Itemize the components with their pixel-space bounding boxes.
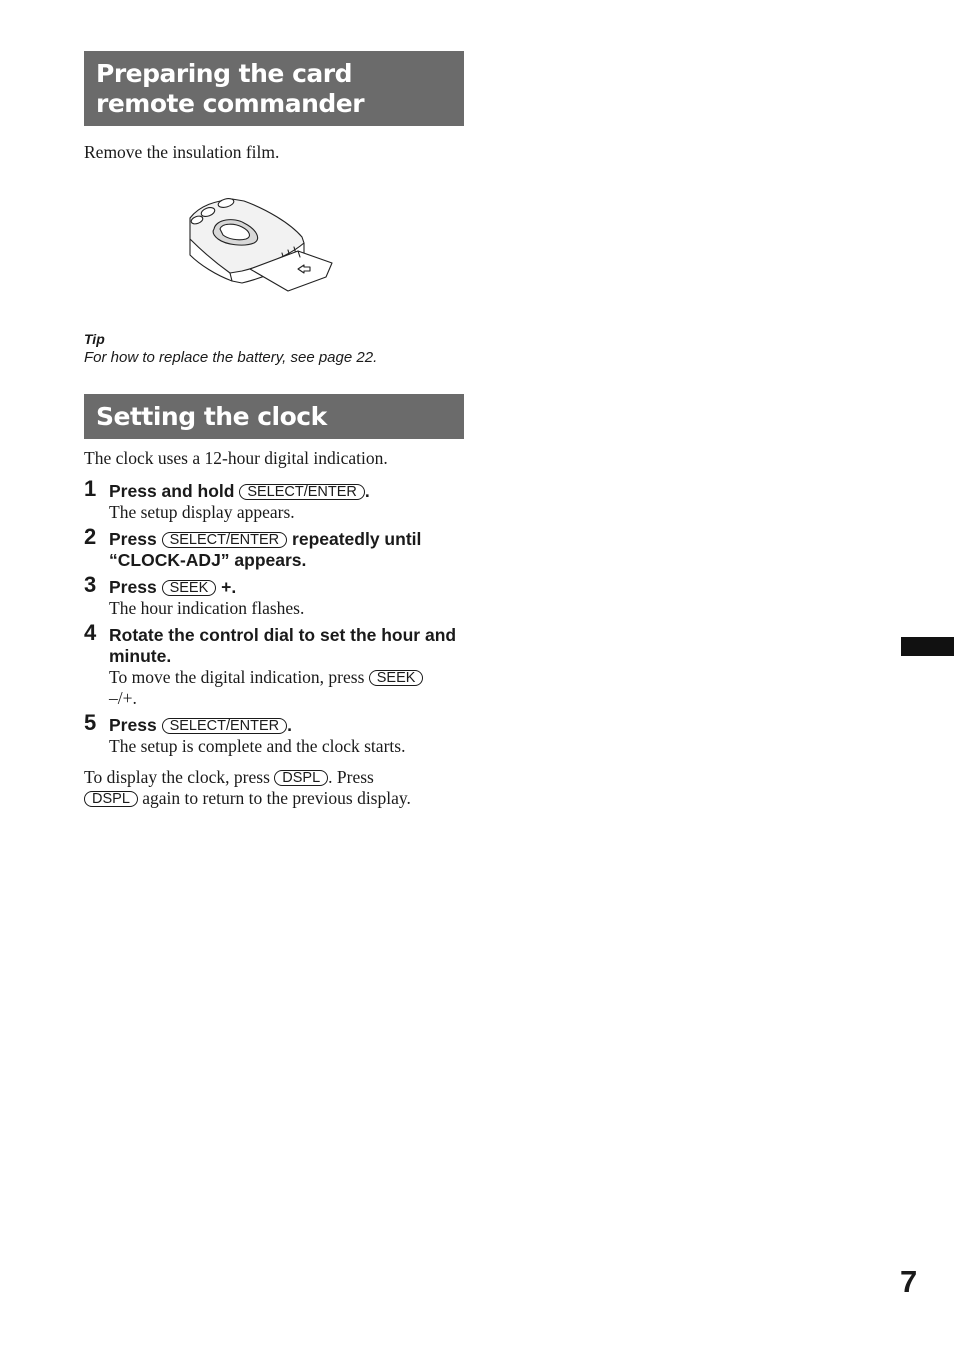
step-description: The hour indication flashes. [109,598,305,618]
step-number: 4 [84,620,97,645]
step-number: 3 [84,572,97,597]
page-number: 7 [900,1264,918,1299]
step-4 [84,620,464,709]
step-title-text: Press and hold [109,481,235,501]
dspl-key: DSPL [84,791,138,807]
step-title-text: +. [221,577,237,597]
dspl-key: DSPL [274,770,328,786]
step-description: –/+. [109,688,137,708]
closing-text: . Press [328,767,374,787]
step-title-text: . [364,481,370,501]
select-enter-key: SELECT/ENTER [162,532,288,548]
insulation-instruction: Remove the insulation film. [84,142,280,162]
clock-intro: The clock uses a 12-hour digital indication. [84,448,388,468]
step-number: 2 [84,524,97,549]
step-2 [84,524,464,571]
closing-paragraph [84,767,464,809]
step-1 [84,476,464,523]
seek-key: SEEK [369,670,424,686]
select-enter-key: SELECT/ENTER [162,718,288,734]
tip-label: Tip [84,331,105,347]
step-title-text: Press [109,715,157,735]
step-title-text: Press [109,529,157,549]
step-description: The setup display appears. [109,502,295,522]
sidebar-tab-marker [901,637,954,656]
tip-text: For how to replace the battery, see page 22. [84,349,378,366]
seek-key: SEEK [162,580,217,596]
step-number: 1 [84,476,97,501]
section-heading-clock: Setting the clock [84,394,464,439]
remote-illustration [186,193,338,295]
closing-text: again to return to the previous display. [142,788,411,808]
select-enter-key: SELECT/ENTER [239,484,365,500]
step-title-text: Press [109,577,157,597]
step-title-text: “CLOCK-ADJ” appears. [109,550,307,570]
step-number: 5 [84,710,97,735]
step-3 [84,572,464,619]
step-title-text: repeatedly until [292,529,422,549]
closing-text: To display the clock, press [84,767,270,787]
step-title-text: Rotate the control dial to set the hour and minute. [109,625,457,666]
step-title-text: . [287,715,293,735]
step-description: The setup is complete and the clock starts. [109,736,406,756]
section-heading-card-remote: Preparing the card remote commander [84,51,464,126]
step-5 [84,710,464,757]
step-description: To move the digital indication, press [109,667,365,687]
